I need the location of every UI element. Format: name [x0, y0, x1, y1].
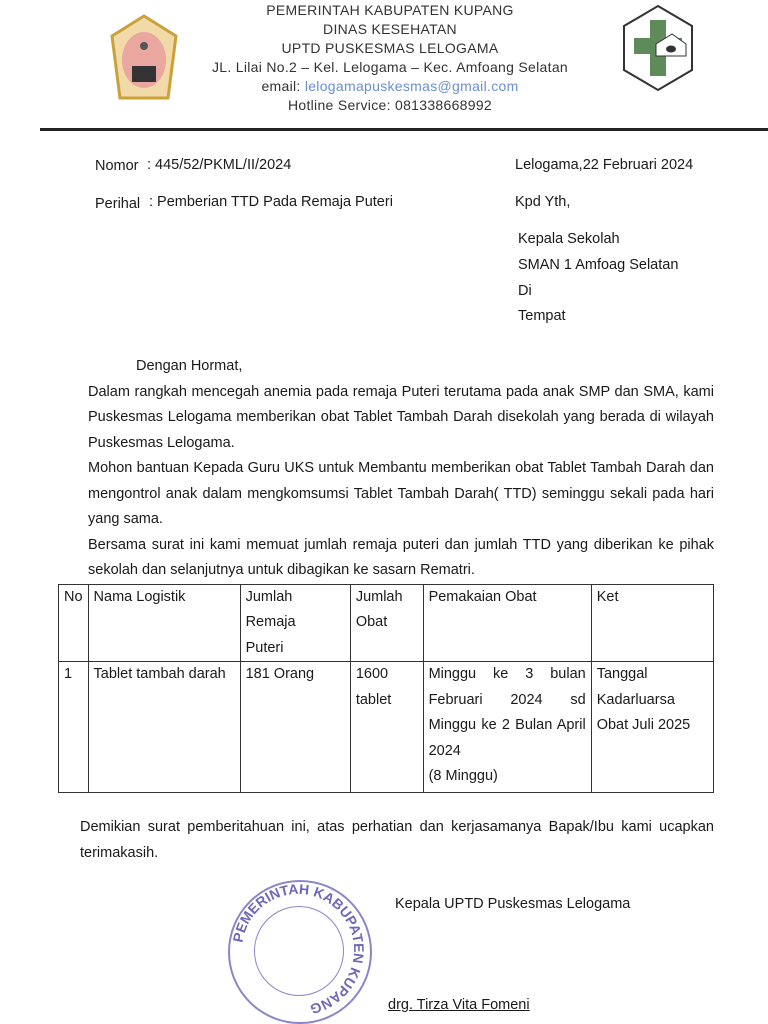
- signature-title: Kepala UPTD Puskesmas Lelogama: [395, 896, 631, 912]
- greeting: Dengan Hormat,: [136, 358, 243, 374]
- header-cell: No: [59, 584, 89, 662]
- header-cell: Jumlah Obat: [350, 584, 423, 662]
- cell-logistik: Tablet tambah darah: [88, 662, 240, 793]
- official-stamp: [228, 880, 372, 1024]
- header-cell: Ket: [591, 584, 713, 662]
- nomor-value: : 445/52/PKML/II/2024: [147, 157, 292, 173]
- puskesmas-logo: [622, 4, 694, 92]
- recipient-line: Di: [518, 283, 532, 299]
- recipient-line: SMAN 1 Amfoag Selatan: [518, 257, 679, 273]
- nomor-label: Nomor: [95, 158, 139, 174]
- recipient-line: Kepala Sekolah: [518, 231, 620, 247]
- table-header-row: [59, 584, 714, 662]
- logistics-table: [58, 584, 714, 794]
- paragraph: Dalam rangkah mencegah anemia pada remaja Puteri terutama pada anak SMP dan SMA, kami Puskesmas Lelogama memberikan obat Tablet Tambah Darah disekolah yang berada di wilayah Puskesmas Lelogama.: [88, 383, 714, 451]
- cell-remaja: 181 Orang: [240, 662, 350, 793]
- cell-pemakaian: Minggu ke 3 bulan Februari 2024 sd Minggu ke 2 Bulan April 2024 (8 Minggu): [423, 662, 591, 793]
- letterhead-divider: [40, 128, 768, 131]
- stamp-text: PEMERINTAH KABUPATEN KUPANG: [229, 880, 368, 1018]
- email-label: email:: [261, 78, 301, 94]
- kabupaten-emblem-logo: [110, 14, 178, 102]
- cell-obat: 1600 tablet: [350, 662, 423, 793]
- cell-no: 1: [59, 662, 89, 793]
- paragraph: Mohon bantuan Kepada Guru UKS untuk Membantu memberikan obat Tablet Tambah Darah dan mengontrol anak dalam mengkomsumsi Tablet Tambah Darah( TTD) seminggu sekali pada hari yang sama.: [88, 460, 714, 527]
- table-row: [59, 662, 714, 793]
- letterhead-email: [180, 78, 600, 95]
- recipient-salutation: Kpd Yth,: [515, 194, 571, 210]
- header-cell: Jumlah Remaja Puteri: [240, 584, 350, 662]
- letterhead-line: UPTD PUSKESMAS LELOGAMA: [281, 40, 499, 56]
- paragraph: Bersama surat ini kami memuat jumlah remaja puteri dan jumlah TTD yang diberikan ke pihak sekolah dan selanjutnya untuk dibagikan ke sasarn Rematri.: [88, 536, 714, 578]
- letterhead-line: PEMERINTAH KABUPATEN KUPANG: [266, 2, 514, 18]
- header-cell: Pemakaian Obat: [423, 584, 591, 662]
- place-date: Lelogama,22 Februari 2024: [515, 157, 694, 173]
- closing-paragraph: Demikian surat pemberitahuan ini, atas perhatian dan kerjasamanya Bapak/Ibu kami ucapkan terimakasih.: [80, 819, 714, 861]
- recipient-line: Tempat: [518, 308, 566, 324]
- signatory-name: drg. Tirza Vita Fomeni: [388, 997, 530, 1013]
- letter-body: [64, 354, 714, 866]
- letterhead-address: JL. Lilai No.2 – Kel. Lelogama – Kec. Amfoang Selatan: [211, 59, 568, 75]
- letterhead-line: DINAS KESEHATAN: [323, 21, 457, 37]
- cell-ket: Tanggal Kadarluarsa Obat Juli 2025: [591, 662, 713, 793]
- letterhead-hotline: Hotline Service: 081338668992: [287, 97, 493, 113]
- perihal-label: Perihal: [95, 196, 141, 212]
- email-link[interactable]: lelogamapuskesmas@gmail.com: [304, 78, 519, 94]
- perihal-value: : Pemberian TTD Pada Remaja Puteri: [149, 194, 393, 210]
- header-cell: Nama Logistik: [88, 584, 240, 662]
- svg-text:PEMERINTAH KABUPATEN KUPANG: [230, 881, 368, 1018]
